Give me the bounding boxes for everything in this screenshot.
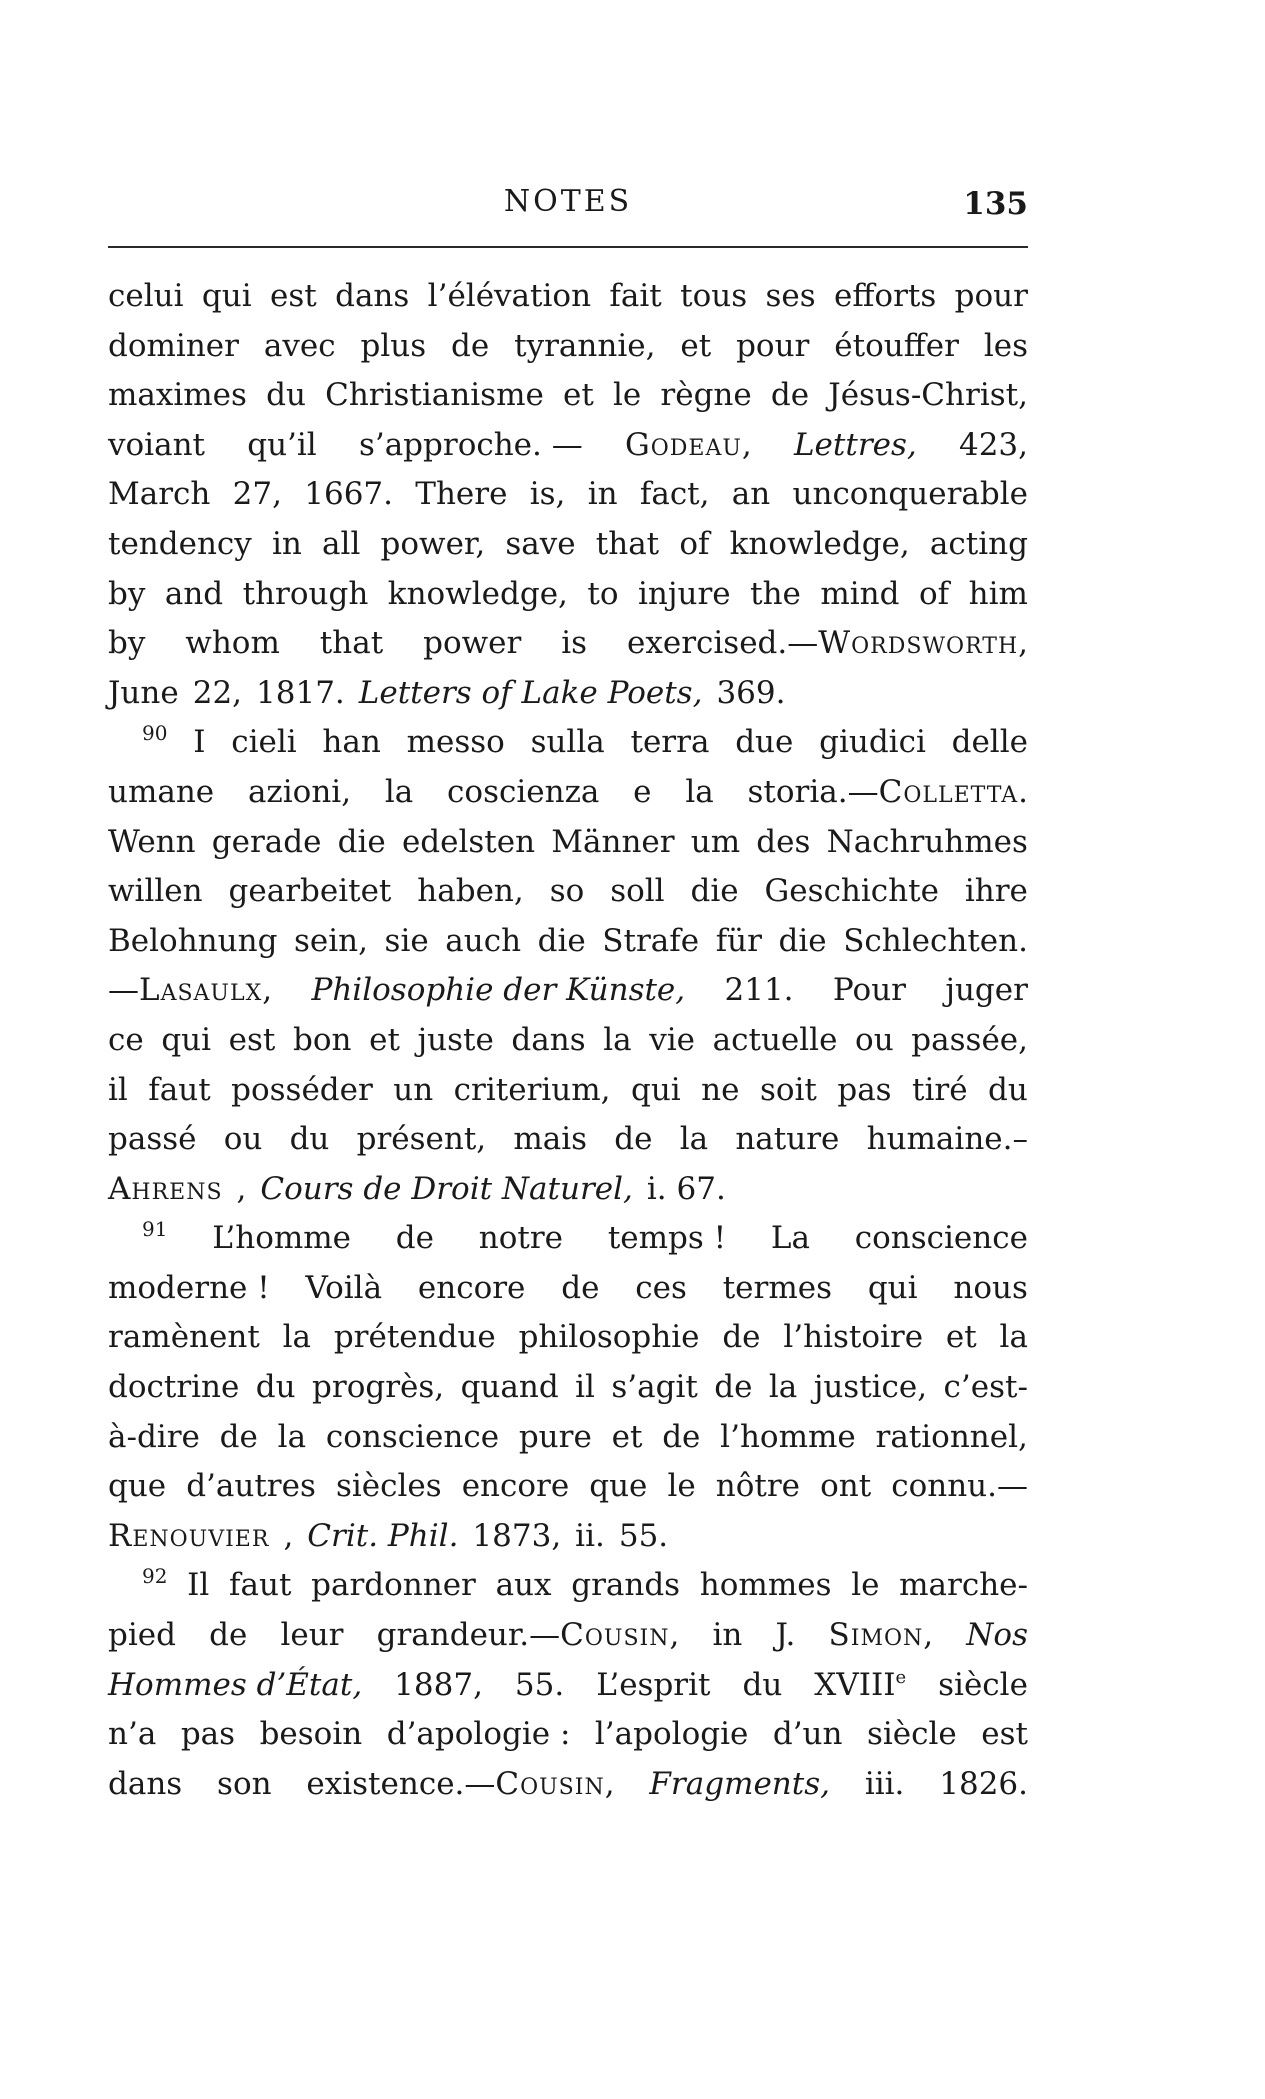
word: rationnel, [875, 1418, 1028, 1455]
word: pardonner [311, 1567, 476, 1604]
word: Hommes d’État, [108, 1666, 363, 1703]
word: de [722, 1319, 761, 1356]
word: soit [759, 1071, 817, 1108]
text-line [108, 917, 1028, 967]
footnote-91-start [108, 1214, 1028, 1264]
word: Nachruhmes [826, 823, 1028, 860]
word: et [680, 327, 712, 364]
word: so [549, 873, 585, 910]
text-line [108, 1611, 1028, 1661]
word: avec [263, 327, 336, 364]
word: siècle [938, 1666, 1028, 1703]
word: l’apologie [594, 1716, 749, 1753]
footnote-90-start [108, 718, 1028, 768]
text-line [108, 322, 1028, 372]
word: XVIIIe [814, 1666, 907, 1703]
word: sein, [293, 922, 368, 959]
word: Fragments, [649, 1765, 830, 1802]
word: encore [417, 1269, 526, 1306]
word: —Lasaulx, [108, 972, 273, 1009]
word: et [611, 1418, 643, 1455]
word: grands [571, 1567, 681, 1604]
word: que [589, 1468, 648, 1505]
running-title: NOTES [503, 184, 633, 219]
word: giudici [819, 724, 926, 761]
word: à-dire [108, 1418, 200, 1455]
text-line [108, 966, 1028, 1016]
word: Il [187, 1567, 210, 1604]
word: dans [335, 278, 410, 314]
word: all [322, 525, 361, 562]
word: Männer [551, 823, 675, 860]
word: Schlechten. [843, 922, 1028, 959]
word: bon [293, 1021, 352, 1058]
word: Pour [832, 972, 906, 1009]
word: ou [223, 1121, 263, 1158]
word: notre [478, 1220, 564, 1257]
word: the [750, 575, 801, 612]
word: de [662, 1418, 701, 1455]
word: nous [953, 1269, 1028, 1306]
word: tendency [108, 525, 252, 562]
word: des [756, 823, 811, 860]
word: le [851, 1567, 880, 1604]
word: besoin [259, 1716, 363, 1753]
word: et [369, 1021, 400, 1058]
word: ou [855, 1021, 894, 1058]
word: die [337, 823, 386, 860]
word: la [768, 1369, 798, 1406]
word: and [164, 575, 224, 612]
word: du [988, 1071, 1028, 1108]
word: de [395, 1220, 434, 1257]
word: tyrannie, [514, 327, 656, 364]
text-line [108, 570, 1028, 620]
word: plus [360, 327, 427, 364]
word: injure [638, 575, 731, 612]
word: faut [229, 1567, 292, 1604]
word: l’homme [720, 1418, 856, 1455]
word: du [289, 1121, 330, 1158]
word: Godeau, [624, 426, 752, 463]
text-line [108, 669, 1028, 719]
word: mind [820, 575, 900, 612]
word: J. [775, 1617, 796, 1654]
word: fact, [639, 476, 710, 513]
word: juger [945, 972, 1028, 1009]
word: 1667. [304, 476, 393, 513]
word: conscience [325, 1418, 500, 1455]
word: passée, [911, 1021, 1028, 1058]
text-line [108, 768, 1028, 818]
word: of [918, 575, 950, 612]
word: l’élévation [427, 278, 592, 314]
word: gerade [211, 823, 322, 860]
text-line [108, 1760, 1028, 1810]
word: June [108, 674, 179, 711]
word: ihre [964, 873, 1028, 910]
word: 369. [716, 674, 786, 711]
word: ne [701, 1071, 740, 1108]
word: ramènent [108, 1319, 260, 1356]
word: nôtre [715, 1468, 801, 1505]
word: für [715, 922, 762, 959]
word: du [266, 377, 306, 414]
word: quand [460, 1369, 559, 1406]
word: marche- [899, 1567, 1028, 1604]
word: in [712, 1617, 743, 1654]
word: s’approche. — [358, 426, 583, 463]
word: pas [180, 1716, 236, 1753]
word: de [219, 1418, 258, 1455]
word: is, [529, 476, 566, 513]
text-line [108, 421, 1028, 471]
word: March [108, 476, 211, 513]
word: is [561, 625, 588, 662]
word: in [587, 476, 618, 513]
word: la [277, 1418, 307, 1455]
word: an [731, 476, 771, 513]
word: 1826. [939, 1765, 1028, 1802]
footnote-number: 90 [142, 721, 168, 746]
word: présent, [356, 1121, 487, 1158]
word: qui [201, 278, 252, 314]
word: delle [951, 724, 1028, 761]
word: by [108, 625, 146, 662]
word: nature [735, 1121, 840, 1158]
word: Nos [966, 1617, 1028, 1654]
word: save [505, 525, 576, 562]
word: son [217, 1765, 272, 1802]
word: la [603, 1021, 632, 1058]
word: que [108, 1468, 167, 1505]
footnote-number: 92 [142, 1564, 168, 1589]
word: criterium, [453, 1071, 611, 1108]
word: iii. [864, 1765, 905, 1802]
word: 211. [724, 972, 794, 1009]
word: Geschichte [764, 873, 939, 910]
word: knowledge, [387, 575, 568, 612]
word: um [690, 823, 741, 860]
word: d’un [772, 1716, 843, 1753]
word: s’agit [611, 1369, 698, 1406]
word: sulla [530, 724, 605, 761]
word: Strafe [602, 922, 700, 959]
word: L’esprit [596, 1666, 711, 1703]
word: acting [929, 525, 1028, 562]
word: voiant [108, 426, 205, 463]
word: 27, [232, 476, 282, 513]
word: haben, [417, 873, 524, 910]
word: existence.—Cousin, [306, 1765, 615, 1802]
word: et [562, 377, 594, 414]
text-line [108, 619, 1028, 669]
word: due [735, 724, 794, 761]
word: celui [108, 278, 184, 314]
word: siècle [866, 1716, 957, 1753]
word: qui [161, 1021, 212, 1058]
word: terra [630, 724, 710, 761]
word: through [242, 575, 369, 612]
word: règne [660, 377, 752, 414]
word: pour [954, 278, 1028, 314]
text-line [108, 371, 1028, 421]
text-line [108, 520, 1028, 570]
text-line [108, 1115, 1028, 1165]
word: grandeur.—Cousin, [376, 1617, 680, 1654]
word: il [575, 1369, 595, 1406]
text-line [108, 470, 1028, 520]
word: la [384, 773, 414, 810]
word: pied [108, 1617, 176, 1654]
word: Christianisme [325, 377, 544, 414]
word: efforts [834, 278, 937, 314]
word: il [108, 1071, 128, 1108]
word: Wenn [108, 823, 196, 860]
word: étouffer [834, 327, 959, 364]
word: pour [736, 327, 810, 364]
word: Letters of Lake Poets, [358, 674, 703, 711]
word: de [561, 1269, 600, 1306]
text-line [108, 1363, 1028, 1413]
word: unconquerable [792, 476, 1028, 513]
word: mais [513, 1121, 588, 1158]
word: e [633, 773, 652, 810]
footnote-number: 91 [142, 1217, 168, 1242]
word: leur [280, 1617, 344, 1654]
word: 1887, [394, 1666, 483, 1703]
page-number: 135 [963, 186, 1028, 222]
word: power [423, 625, 522, 662]
page-header [108, 184, 1028, 224]
word: le [612, 377, 642, 414]
word: est [270, 278, 317, 314]
text-line [108, 1264, 1028, 1314]
text-line [108, 867, 1028, 917]
word: moderne ! [108, 1269, 270, 1306]
text-line [108, 1710, 1028, 1760]
word: ii. [575, 1517, 605, 1554]
word: Simon, [828, 1617, 934, 1654]
word: qui [630, 1071, 681, 1108]
word: messo [406, 724, 505, 761]
word: de [614, 1121, 653, 1158]
word: I [193, 724, 206, 761]
word: et [945, 1319, 977, 1356]
word: soll [610, 873, 665, 910]
word: prétendue [333, 1319, 496, 1356]
word [142, 718, 167, 768]
word: him [968, 575, 1028, 612]
word: qu’il [247, 426, 317, 463]
word: aux [495, 1567, 552, 1604]
word: There [415, 476, 508, 513]
word: storia.—Colletta. [747, 773, 1028, 810]
word: maximes [108, 377, 247, 414]
text-line [108, 1512, 1028, 1562]
word: die [690, 873, 739, 910]
word: Ahrens , [108, 1170, 247, 1207]
word [142, 1214, 167, 1264]
word: qui [867, 1269, 918, 1306]
word: la [999, 1319, 1028, 1356]
word: n’a [108, 1716, 157, 1753]
word: actuelle [712, 1021, 838, 1058]
word: temps ! [607, 1220, 727, 1257]
word: fait [609, 278, 662, 314]
text-line [108, 272, 1028, 322]
word: progrès, [312, 1369, 445, 1406]
text-line [108, 1413, 1028, 1463]
word: edelsten [401, 823, 536, 860]
word [142, 1561, 167, 1611]
word: de [209, 1617, 248, 1654]
word: d’autres [186, 1468, 316, 1505]
word: ces [635, 1269, 687, 1306]
word: tiré [912, 1071, 968, 1108]
word: la [282, 1319, 311, 1356]
word: Renouvier , [108, 1517, 294, 1554]
word: exercised.—Wordsworth, [627, 625, 1028, 662]
word: faut [148, 1071, 211, 1108]
text-line [108, 1165, 1028, 1215]
word: de [714, 1369, 753, 1406]
word: la [685, 773, 714, 810]
word: philosophie [518, 1319, 700, 1356]
word: han [322, 724, 381, 761]
word: tous [680, 278, 748, 314]
word: die [778, 922, 827, 959]
word: est [981, 1716, 1028, 1753]
word: l’histoire [783, 1319, 924, 1356]
word: La [770, 1220, 810, 1257]
word: Voilà [305, 1269, 383, 1306]
word: 1817. [256, 674, 345, 711]
word: dans [108, 1765, 183, 1802]
word: pas [837, 1071, 892, 1108]
word: sie [384, 922, 429, 959]
word: Crit. Phil. [307, 1517, 459, 1554]
word: die [537, 922, 586, 959]
notes-body [108, 272, 1028, 1809]
word: humaine.– [866, 1121, 1028, 1158]
word: de [451, 327, 490, 364]
word: du [742, 1666, 783, 1703]
word: un [393, 1071, 434, 1108]
word: justice, [813, 1369, 928, 1406]
word: Cours de Droit Naturel, [260, 1170, 633, 1207]
word: conscience [854, 1220, 1028, 1257]
word: of [679, 525, 710, 562]
word: le [667, 1468, 696, 1505]
word: doctrine [108, 1369, 240, 1406]
text-line [108, 1462, 1028, 1512]
word: in [271, 525, 302, 562]
word: ce [108, 1021, 144, 1058]
word: les [983, 327, 1028, 364]
footnote-92-start [108, 1561, 1028, 1611]
word: pure [518, 1418, 592, 1455]
word: dans [511, 1021, 586, 1058]
word: 55. [514, 1666, 565, 1703]
word: to [587, 575, 619, 612]
word: siècles [335, 1468, 442, 1505]
word: whom [185, 625, 280, 662]
word: Philosophie der Künste, [311, 972, 686, 1009]
word: passé [108, 1121, 197, 1158]
text-line [108, 818, 1028, 868]
word: that [595, 525, 660, 562]
word: du [255, 1369, 296, 1406]
word: ses [765, 278, 816, 314]
word: i. 67. [646, 1170, 726, 1207]
word: Jésus-Christ, [828, 377, 1028, 414]
word: encore [461, 1468, 570, 1505]
word: power, [380, 525, 486, 562]
word: termes [722, 1269, 832, 1306]
word: ont [820, 1468, 872, 1505]
word: L’homme [212, 1220, 352, 1257]
word: willen [108, 873, 203, 910]
word: Belohnung [108, 922, 278, 959]
header-rule [108, 246, 1028, 248]
word: connu.— [891, 1468, 1028, 1505]
word: est [228, 1021, 276, 1058]
word: 55. [618, 1517, 669, 1554]
word: coscienza [447, 773, 600, 810]
word: cieli [231, 724, 297, 761]
word: auch [445, 922, 522, 959]
word: by [108, 575, 146, 612]
word: 1873, [472, 1517, 562, 1554]
word: umane [108, 773, 215, 810]
word: dominer [108, 327, 239, 364]
text-line [108, 1661, 1028, 1711]
word: hommes [699, 1567, 832, 1604]
word: knowledge, [729, 525, 910, 562]
word: d’apologie : [386, 1716, 571, 1753]
word: Lettres, [793, 426, 917, 463]
word: c’est- [943, 1369, 1028, 1406]
word: de [770, 377, 810, 414]
word: gearbeitet [228, 873, 392, 910]
word: 22, [192, 674, 243, 711]
word: 423, [958, 426, 1028, 463]
word: la [679, 1121, 709, 1158]
word: that [319, 625, 384, 662]
text-line [108, 1016, 1028, 1066]
text-line [108, 1313, 1028, 1363]
word: posséder [231, 1071, 373, 1108]
word: vie [649, 1021, 696, 1058]
text-line [108, 1066, 1028, 1116]
word: azioni, [247, 773, 352, 810]
word: juste [417, 1021, 494, 1058]
